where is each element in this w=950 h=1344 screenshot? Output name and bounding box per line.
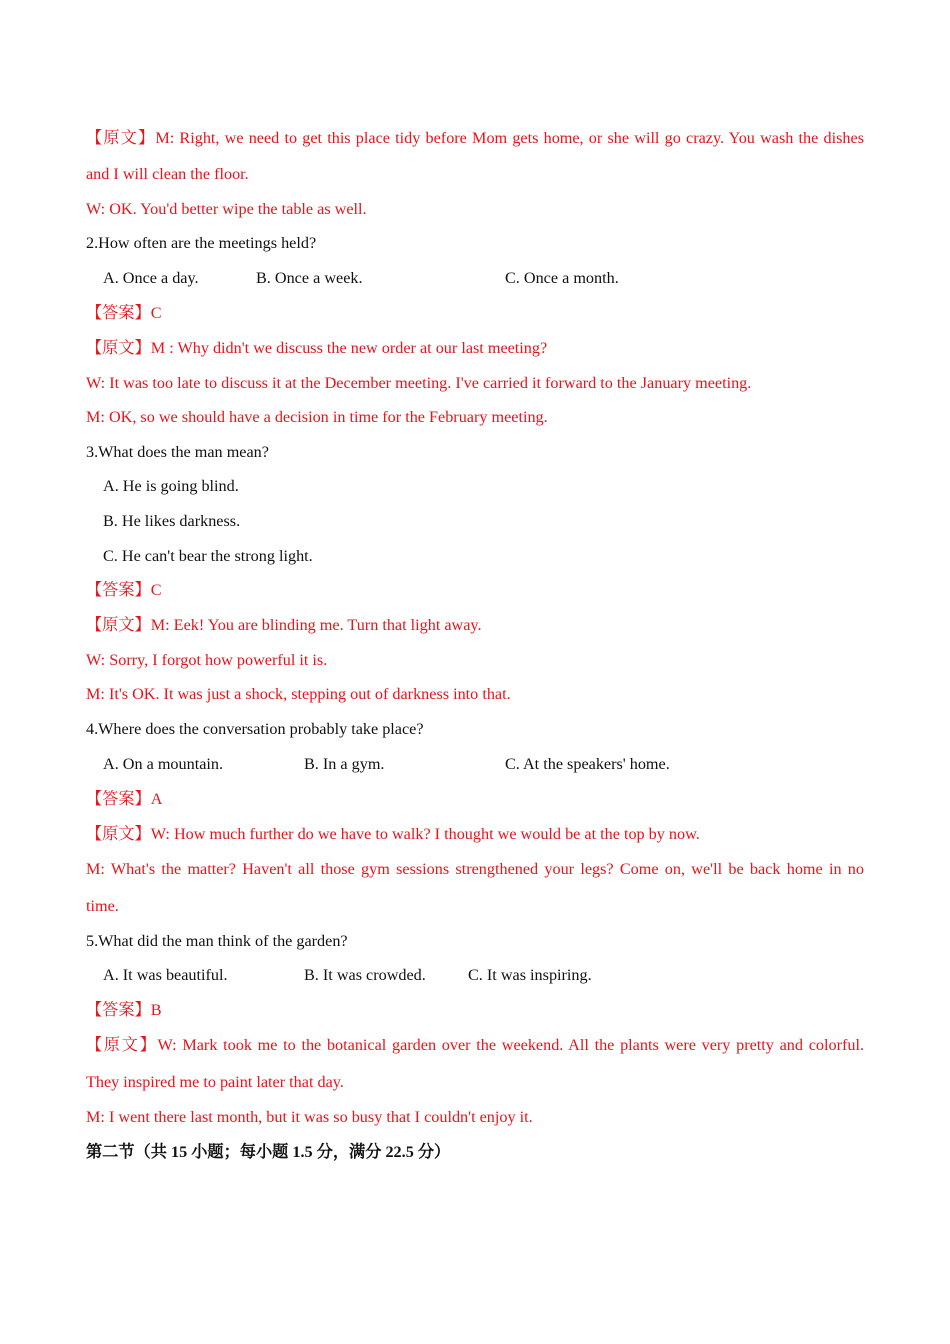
q4-option-a: A. On a mountain. (103, 755, 224, 773)
transcript-line: W: OK. You'd better wipe the table as well. (86, 200, 367, 218)
q2-option-b: B. Once a week. (256, 269, 363, 287)
q2-transcript-line: 【原文】M : Why didn't we discuss the new order at our last meeting? (86, 339, 548, 357)
q4-option-b: B. In a gym. (304, 755, 385, 773)
q3-answer: 【答案】C (86, 581, 162, 599)
q2-answer: 【答案】C (86, 304, 162, 322)
transcript-line: and I will clean the floor. (86, 165, 249, 183)
q4-option-c: C. At the speakers' home. (505, 755, 670, 773)
q3-option-b: B. He likes darkness. (103, 512, 241, 530)
q3-option-c: C. He can't bear the strong light. (103, 547, 313, 565)
section-heading: 第二节（共 15 小题；每小题 1.5 分，满分 22.5 分） (86, 1143, 451, 1161)
q5-transcript-line: 【原文】W: Mark took me to the botanical garden over the weekend. All the plants were very pretty and colorful. (86, 1036, 864, 1054)
q2-transcript-line: W: It was too late to discuss it at the December meeting. I've carried it forward to the January meeting. (86, 374, 752, 392)
q3-transcript-line: 【原文】M: Eek! You are blinding me. Turn that light away. (86, 616, 482, 634)
question-2: 2.How often are the meetings held? (86, 234, 317, 252)
question-5: 5.What did the man think of the garden? (86, 932, 348, 950)
q4-transcript-line: M: What's the matter? Haven't all those gym sessions strengthened your legs? Come on, we'll be back home in no (86, 860, 864, 878)
q3-transcript-line: M: It's OK. It was just a shock, stepping out of darkness into that. (86, 685, 511, 703)
q2-option-a: A. Once a day. (103, 269, 199, 287)
q4-transcript-line: 【原文】W: How much further do we have to walk? I thought we would be at the top by now. (86, 825, 700, 843)
q5-option-a: A. It was beautiful. (103, 966, 228, 984)
q2-option-c: C. Once a month. (505, 269, 619, 287)
q2-transcript-line: M: OK, so we should have a decision in time for the February meeting. (86, 408, 548, 426)
q5-option-b: B. It was crowded. (304, 966, 426, 984)
q4-answer: 【答案】A (86, 790, 163, 808)
q5-transcript-line: M: I went there last month, but it was so busy that I couldn't enjoy it. (86, 1108, 533, 1126)
q4-transcript-line: time. (86, 897, 119, 915)
q5-option-c: C. It was inspiring. (468, 966, 592, 984)
q5-answer: 【答案】B (86, 1001, 162, 1019)
question-3: 3.What does the man mean? (86, 443, 269, 461)
transcript-line: 【原文】M: Right, we need to get this place tidy before Mom gets home, or she will go crazy. You wash the dishes (86, 129, 864, 147)
q5-transcript-line: They inspired me to paint later that day. (86, 1073, 344, 1091)
q3-transcript-line: W: Sorry, I forgot how powerful it is. (86, 651, 328, 669)
question-4: 4.Where does the conversation probably take place? (86, 720, 424, 738)
q3-option-a: A. He is going blind. (103, 477, 239, 495)
